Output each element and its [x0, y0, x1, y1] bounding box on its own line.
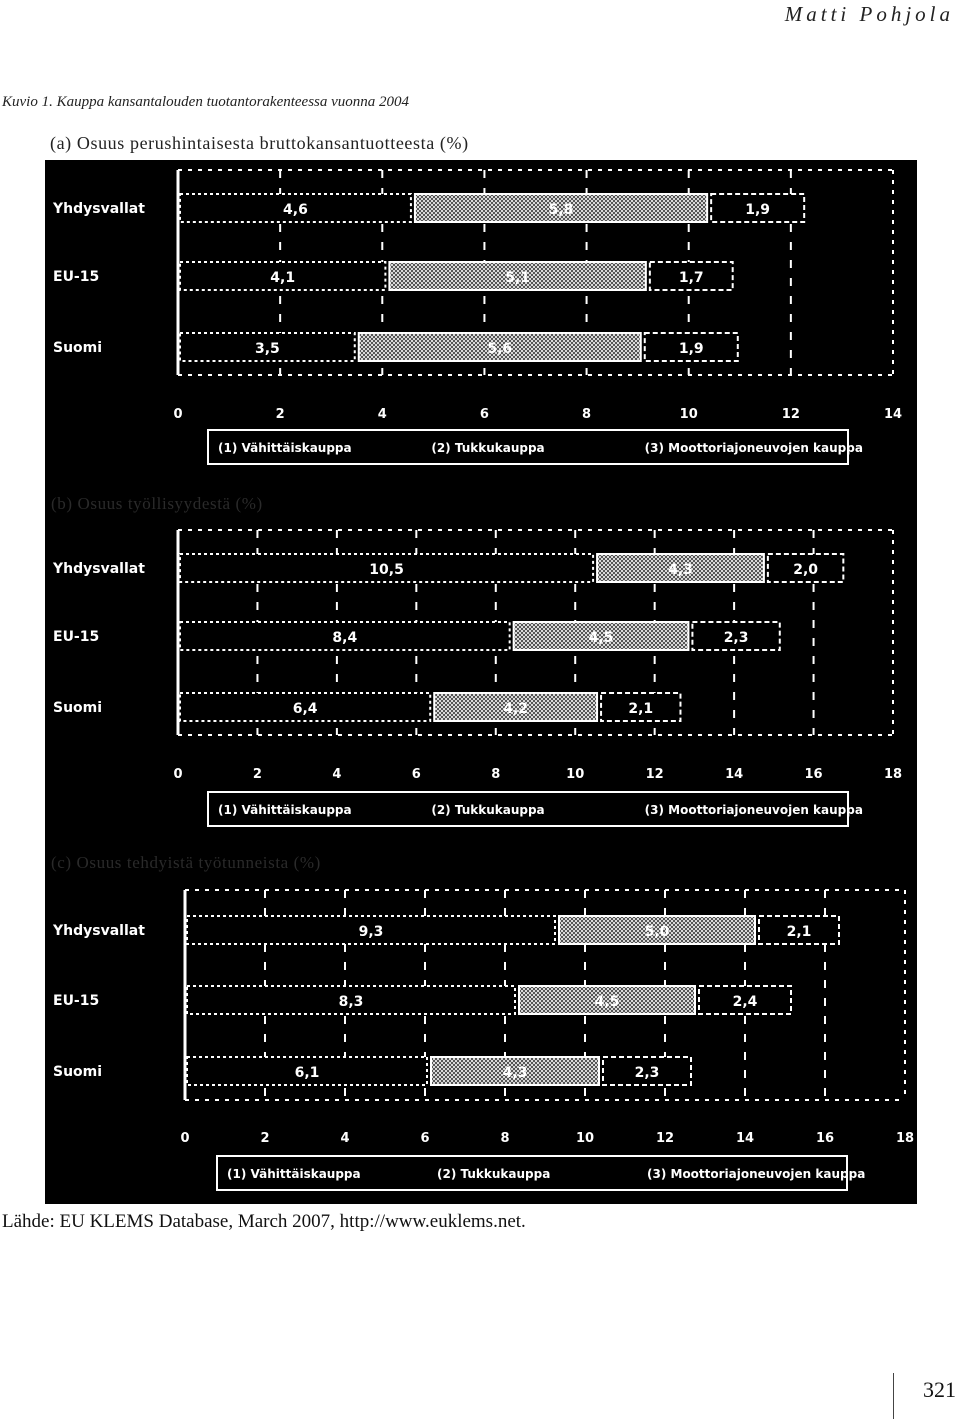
data-label: 1,9	[678, 341, 704, 357]
category-label: EU-15	[53, 269, 100, 285]
x-tick-label: 0	[173, 407, 183, 422]
x-tick-label: 10	[679, 407, 698, 422]
x-tick-label: 16	[804, 767, 823, 782]
figure-caption: Kuvio 1. Kauppa kansantalouden tuotantorakenteessa vuonna 2004	[2, 94, 410, 110]
data-label: 2,1	[628, 701, 654, 717]
category-label: Suomi	[53, 340, 103, 356]
data-label: 4,2	[503, 701, 529, 717]
data-label: 10,5	[369, 562, 404, 578]
data-label: 8,3	[338, 994, 364, 1010]
category-label: EU-15	[53, 993, 100, 1009]
x-tick-label: 12	[645, 767, 664, 782]
x-tick-label: 2	[252, 767, 262, 782]
legend-entry: (1) Vähittäiskauppa	[218, 441, 352, 455]
x-tick-label: 18	[883, 767, 903, 782]
data-label: 4,1	[270, 270, 296, 286]
category-label: EU-15	[53, 629, 100, 645]
panel-b-title: (b) Osuus työllisyydestä (%)	[51, 494, 263, 513]
data-label: 2,1	[786, 924, 812, 940]
chart-panel-1	[52, 170, 902, 464]
x-tick-label: 12	[655, 1131, 675, 1146]
chart-panel-background	[45, 160, 917, 1204]
x-tick-label: 0	[173, 767, 183, 782]
data-label: 8,4	[332, 630, 358, 646]
chart-panel-2	[52, 530, 902, 826]
legend-entry: (2) Tukkukauppa	[431, 803, 545, 817]
data-label: 6,1	[294, 1065, 320, 1081]
data-label: 2,3	[723, 630, 749, 646]
panel-a-title: (a) Osuus perushintaisesta bruttokansantuotteesta (%)	[50, 133, 469, 153]
data-label: 5,8	[548, 202, 574, 218]
x-tick-label: 14	[883, 407, 903, 422]
legend-entry: (1) Vähittäiskauppa	[227, 1167, 361, 1181]
data-label: 5,1	[505, 270, 531, 286]
x-tick-label: 2	[260, 1131, 270, 1146]
x-tick-label: 8	[500, 1131, 510, 1146]
page-number: 321	[923, 1377, 956, 1402]
data-label: 4,3	[668, 562, 693, 578]
x-tick-label: 8	[491, 767, 501, 782]
page-number-divider	[893, 1373, 894, 1419]
x-tick-label: 0	[180, 1131, 190, 1146]
x-tick-label: 4	[332, 767, 342, 782]
x-tick-label: 6	[411, 767, 421, 782]
legend-entry: (3) Moottoriajoneuvojen kauppa	[647, 1167, 866, 1181]
data-label: 3,5	[254, 341, 280, 357]
x-tick-label: 10	[575, 1131, 595, 1146]
x-tick-label: 6	[479, 407, 489, 422]
x-tick-label: 14	[725, 767, 744, 782]
legend-entry: (3) Moottoriajoneuvojen kauppa	[644, 803, 863, 817]
data-label: 2,4	[732, 994, 758, 1010]
x-tick-label: 12	[781, 407, 800, 422]
panel-c-title: (c) Osuus tehdyistä työtunneista (%)	[51, 853, 321, 872]
data-label: 5,0	[644, 924, 670, 940]
legend-entry: (2) Tukkukauppa	[437, 1167, 551, 1181]
x-tick-label: 4	[377, 407, 387, 422]
figure-source: Lähde: EU KLEMS Database, March 2007, http://www.euklems.net.	[2, 1211, 526, 1232]
legend-entry: (1) Vähittäiskauppa	[218, 803, 352, 817]
category-label: Suomi	[53, 700, 103, 716]
x-tick-label: 10	[566, 767, 585, 782]
data-label: 1,9	[745, 202, 771, 218]
legend-entry: (3) Moottoriajoneuvojen kauppa	[644, 441, 863, 455]
x-tick-label: 16	[815, 1131, 835, 1146]
data-label: 4,5	[594, 994, 620, 1010]
x-tick-label: 4	[340, 1131, 350, 1146]
data-label: 9,3	[358, 924, 384, 940]
legend-entry: (2) Tukkukauppa	[431, 441, 545, 455]
data-label: 1,7	[678, 270, 704, 286]
data-label: 4,3	[502, 1065, 528, 1081]
x-tick-label: 8	[582, 407, 592, 422]
x-tick-label: 6	[420, 1131, 430, 1146]
data-label: 2,3	[634, 1065, 660, 1081]
category-label: Suomi	[53, 1064, 103, 1080]
stacked-bar-charts	[45, 160, 917, 1204]
x-tick-label: 14	[735, 1131, 755, 1146]
category-label: Yhdysvallat	[53, 561, 145, 577]
data-label: 2,0	[793, 562, 819, 578]
chart-panel-3	[52, 890, 914, 1190]
data-label: 5,6	[487, 341, 513, 357]
data-label: 4,6	[283, 202, 308, 218]
category-label: Yhdysvallat	[53, 201, 145, 217]
x-tick-label: 18	[895, 1131, 915, 1146]
data-label: 6,4	[292, 701, 318, 717]
category-label: Yhdysvallat	[53, 923, 145, 939]
data-label: 4,5	[588, 630, 614, 646]
x-tick-label: 2	[275, 407, 285, 422]
running-header-author: Matti Pohjola	[784, 2, 954, 26]
